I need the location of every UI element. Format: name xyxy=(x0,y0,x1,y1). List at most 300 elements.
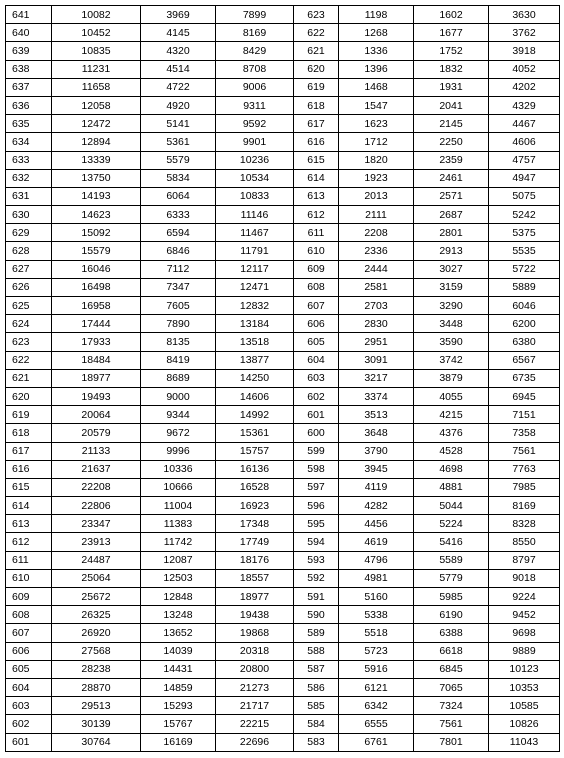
score-b-cell: 601 xyxy=(294,406,339,424)
count-b3-cell: 4467 xyxy=(489,115,560,133)
count-a3-cell: 11467 xyxy=(216,224,294,242)
count-a3-cell: 16528 xyxy=(216,478,294,496)
count-a3-cell: 15757 xyxy=(216,442,294,460)
table-row xyxy=(6,78,560,96)
table-row xyxy=(6,369,560,387)
count-b3-cell: 6046 xyxy=(489,297,560,315)
score-b-cell: 606 xyxy=(294,315,339,333)
count-b2-cell: 5044 xyxy=(414,497,489,515)
count-b3-cell: 3918 xyxy=(489,42,560,60)
score-a-cell: 620 xyxy=(6,387,52,405)
count-a2-cell: 11383 xyxy=(141,515,216,533)
table-row xyxy=(6,115,560,133)
count-a2-cell: 10336 xyxy=(141,460,216,478)
count-b1-cell: 4282 xyxy=(339,497,414,515)
count-a2-cell: 14039 xyxy=(141,642,216,660)
count-a3-cell: 13877 xyxy=(216,351,294,369)
table-row xyxy=(6,715,560,733)
score-b-cell: 605 xyxy=(294,333,339,351)
count-b3-cell: 4052 xyxy=(489,60,560,78)
count-b1-cell: 6761 xyxy=(339,733,414,751)
count-b2-cell: 6190 xyxy=(414,606,489,624)
count-b3-cell: 5075 xyxy=(489,187,560,205)
score-b-cell: 592 xyxy=(294,569,339,587)
score-b-cell: 604 xyxy=(294,351,339,369)
table-row xyxy=(6,642,560,660)
score-b-cell: 600 xyxy=(294,424,339,442)
count-a3-cell: 18557 xyxy=(216,569,294,587)
score-b-cell: 593 xyxy=(294,551,339,569)
score-b-cell: 586 xyxy=(294,678,339,696)
table-row xyxy=(6,260,560,278)
count-b3-cell: 4947 xyxy=(489,169,560,187)
count-b3-cell: 4606 xyxy=(489,133,560,151)
score-a-cell: 625 xyxy=(6,297,52,315)
count-a1-cell: 28870 xyxy=(52,678,141,696)
count-a1-cell: 12472 xyxy=(52,115,141,133)
count-a1-cell: 18484 xyxy=(52,351,141,369)
count-a3-cell: 12832 xyxy=(216,297,294,315)
count-b3-cell: 4329 xyxy=(489,96,560,114)
score-a-cell: 639 xyxy=(6,42,52,60)
count-b3-cell: 7561 xyxy=(489,442,560,460)
count-a1-cell: 17933 xyxy=(52,333,141,351)
count-b2-cell: 5589 xyxy=(414,551,489,569)
score-b-cell: 623 xyxy=(294,6,339,24)
score-a-cell: 640 xyxy=(6,24,52,42)
count-b3-cell: 5889 xyxy=(489,278,560,296)
count-b3-cell: 7358 xyxy=(489,424,560,442)
score-a-cell: 631 xyxy=(6,187,52,205)
count-b1-cell: 3513 xyxy=(339,406,414,424)
count-a2-cell: 4920 xyxy=(141,96,216,114)
count-a2-cell: 13652 xyxy=(141,624,216,642)
count-b3-cell: 6567 xyxy=(489,351,560,369)
score-b-cell: 603 xyxy=(294,369,339,387)
count-b1-cell: 1468 xyxy=(339,78,414,96)
score-b-cell: 607 xyxy=(294,297,339,315)
score-a-cell: 635 xyxy=(6,115,52,133)
count-b1-cell: 5160 xyxy=(339,588,414,606)
score-b-cell: 588 xyxy=(294,642,339,660)
count-b1-cell: 3648 xyxy=(339,424,414,442)
count-a2-cell: 9344 xyxy=(141,406,216,424)
count-a3-cell: 16136 xyxy=(216,460,294,478)
count-a1-cell: 28238 xyxy=(52,660,141,678)
count-a2-cell: 12087 xyxy=(141,551,216,569)
count-a1-cell: 20579 xyxy=(52,424,141,442)
count-b1-cell: 1396 xyxy=(339,60,414,78)
count-a3-cell: 17348 xyxy=(216,515,294,533)
count-a1-cell: 26325 xyxy=(52,606,141,624)
count-b2-cell: 2041 xyxy=(414,96,489,114)
count-a1-cell: 29513 xyxy=(52,697,141,715)
score-a-cell: 632 xyxy=(6,169,52,187)
count-b1-cell: 2208 xyxy=(339,224,414,242)
count-a3-cell: 13184 xyxy=(216,315,294,333)
table-row xyxy=(6,588,560,606)
score-b-cell: 617 xyxy=(294,115,339,133)
table-row xyxy=(6,60,560,78)
count-a1-cell: 25064 xyxy=(52,569,141,587)
count-b1-cell: 2111 xyxy=(339,206,414,224)
count-a1-cell: 16046 xyxy=(52,260,141,278)
table-row xyxy=(6,169,560,187)
count-b1-cell: 1268 xyxy=(339,24,414,42)
count-a3-cell: 10833 xyxy=(216,187,294,205)
count-b3-cell: 6200 xyxy=(489,315,560,333)
table-row xyxy=(6,333,560,351)
table-row xyxy=(6,387,560,405)
table-row xyxy=(6,660,560,678)
count-b2-cell: 4698 xyxy=(414,460,489,478)
count-b2-cell: 7324 xyxy=(414,697,489,715)
count-a3-cell: 21273 xyxy=(216,678,294,696)
count-b3-cell: 9018 xyxy=(489,569,560,587)
score-b-cell: 618 xyxy=(294,96,339,114)
score-a-cell: 617 xyxy=(6,442,52,460)
count-b2-cell: 1832 xyxy=(414,60,489,78)
count-a2-cell: 15293 xyxy=(141,697,216,715)
count-a1-cell: 21133 xyxy=(52,442,141,460)
score-a-cell: 608 xyxy=(6,606,52,624)
table-row xyxy=(6,6,560,24)
count-b3-cell: 5242 xyxy=(489,206,560,224)
count-a1-cell: 16498 xyxy=(52,278,141,296)
count-b2-cell: 5779 xyxy=(414,569,489,587)
count-b1-cell: 2703 xyxy=(339,297,414,315)
score-b-cell: 590 xyxy=(294,606,339,624)
score-a-cell: 630 xyxy=(6,206,52,224)
table-row xyxy=(6,678,560,696)
score-b-cell: 622 xyxy=(294,24,339,42)
count-a3-cell: 14606 xyxy=(216,387,294,405)
count-b3-cell: 3762 xyxy=(489,24,560,42)
count-b1-cell: 5518 xyxy=(339,624,414,642)
count-b1-cell: 1336 xyxy=(339,42,414,60)
score-b-cell: 614 xyxy=(294,169,339,187)
count-b3-cell: 10123 xyxy=(489,660,560,678)
count-b2-cell: 5416 xyxy=(414,533,489,551)
count-a3-cell: 19868 xyxy=(216,624,294,642)
count-a3-cell: 12471 xyxy=(216,278,294,296)
table-row xyxy=(6,206,560,224)
table-row xyxy=(6,551,560,569)
count-a1-cell: 30139 xyxy=(52,715,141,733)
count-b2-cell: 1677 xyxy=(414,24,489,42)
count-a1-cell: 11658 xyxy=(52,78,141,96)
count-a3-cell: 21717 xyxy=(216,697,294,715)
count-b1-cell: 2013 xyxy=(339,187,414,205)
count-b3-cell: 9698 xyxy=(489,624,560,642)
score-b-cell: 583 xyxy=(294,733,339,751)
count-b3-cell: 9452 xyxy=(489,606,560,624)
count-a1-cell: 15579 xyxy=(52,242,141,260)
count-b3-cell: 7763 xyxy=(489,460,560,478)
count-b2-cell: 3027 xyxy=(414,260,489,278)
score-a-cell: 637 xyxy=(6,78,52,96)
count-a2-cell: 14859 xyxy=(141,678,216,696)
score-b-cell: 589 xyxy=(294,624,339,642)
count-a1-cell: 11231 xyxy=(52,60,141,78)
count-b2-cell: 2250 xyxy=(414,133,489,151)
count-b2-cell: 6845 xyxy=(414,660,489,678)
count-b2-cell: 7801 xyxy=(414,733,489,751)
count-b1-cell: 2951 xyxy=(339,333,414,351)
count-b1-cell: 1198 xyxy=(339,6,414,24)
count-a3-cell: 11791 xyxy=(216,242,294,260)
count-a2-cell: 4320 xyxy=(141,42,216,60)
score-a-cell: 627 xyxy=(6,260,52,278)
count-a1-cell: 19493 xyxy=(52,387,141,405)
count-a2-cell: 15767 xyxy=(141,715,216,733)
count-a1-cell: 12894 xyxy=(52,133,141,151)
count-a1-cell: 26920 xyxy=(52,624,141,642)
count-b2-cell: 1602 xyxy=(414,6,489,24)
count-a1-cell: 16958 xyxy=(52,297,141,315)
score-a-cell: 619 xyxy=(6,406,52,424)
score-a-cell: 612 xyxy=(6,533,52,551)
count-a1-cell: 23913 xyxy=(52,533,141,551)
count-b3-cell: 10826 xyxy=(489,715,560,733)
score-a-cell: 616 xyxy=(6,460,52,478)
count-a2-cell: 9672 xyxy=(141,424,216,442)
score-b-cell: 602 xyxy=(294,387,339,405)
score-a-cell: 606 xyxy=(6,642,52,660)
score-b-cell: 591 xyxy=(294,588,339,606)
count-b3-cell: 4202 xyxy=(489,78,560,96)
count-b3-cell: 9224 xyxy=(489,588,560,606)
score-b-cell: 594 xyxy=(294,533,339,551)
count-a2-cell: 10666 xyxy=(141,478,216,496)
count-b3-cell: 8169 xyxy=(489,497,560,515)
count-a2-cell: 13248 xyxy=(141,606,216,624)
count-b3-cell: 9889 xyxy=(489,642,560,660)
count-b2-cell: 1752 xyxy=(414,42,489,60)
count-b2-cell: 4881 xyxy=(414,478,489,496)
count-a1-cell: 23347 xyxy=(52,515,141,533)
count-b2-cell: 2687 xyxy=(414,206,489,224)
score-a-cell: 607 xyxy=(6,624,52,642)
count-b3-cell: 6735 xyxy=(489,369,560,387)
count-b1-cell: 2581 xyxy=(339,278,414,296)
count-a1-cell: 10452 xyxy=(52,24,141,42)
table-body xyxy=(6,6,560,752)
count-b3-cell: 8328 xyxy=(489,515,560,533)
table-row xyxy=(6,406,560,424)
count-a1-cell: 17444 xyxy=(52,315,141,333)
count-a1-cell: 30764 xyxy=(52,733,141,751)
count-b1-cell: 1712 xyxy=(339,133,414,151)
count-a3-cell: 8708 xyxy=(216,60,294,78)
count-b3-cell: 3630 xyxy=(489,6,560,24)
score-a-cell: 611 xyxy=(6,551,52,569)
count-a2-cell: 6333 xyxy=(141,206,216,224)
table-row xyxy=(6,478,560,496)
table-row xyxy=(6,133,560,151)
score-b-cell: 599 xyxy=(294,442,339,460)
count-a3-cell: 12117 xyxy=(216,260,294,278)
count-b2-cell: 3590 xyxy=(414,333,489,351)
score-a-cell: 628 xyxy=(6,242,52,260)
score-a-cell: 613 xyxy=(6,515,52,533)
count-b1-cell: 4119 xyxy=(339,478,414,496)
table-row xyxy=(6,187,560,205)
count-a3-cell: 14992 xyxy=(216,406,294,424)
count-b1-cell: 4796 xyxy=(339,551,414,569)
count-a1-cell: 20064 xyxy=(52,406,141,424)
count-a3-cell: 17749 xyxy=(216,533,294,551)
count-b2-cell: 2913 xyxy=(414,242,489,260)
score-a-cell: 623 xyxy=(6,333,52,351)
score-b-cell: 598 xyxy=(294,460,339,478)
score-a-cell: 618 xyxy=(6,424,52,442)
count-a2-cell: 5834 xyxy=(141,169,216,187)
score-b-cell: 619 xyxy=(294,78,339,96)
count-b1-cell: 4981 xyxy=(339,569,414,587)
count-a2-cell: 7890 xyxy=(141,315,216,333)
count-b3-cell: 11043 xyxy=(489,733,560,751)
score-a-cell: 601 xyxy=(6,733,52,751)
count-b2-cell: 3879 xyxy=(414,369,489,387)
table-row xyxy=(6,497,560,515)
count-a1-cell: 14623 xyxy=(52,206,141,224)
count-a2-cell: 6846 xyxy=(141,242,216,260)
score-a-cell: 633 xyxy=(6,151,52,169)
count-a3-cell: 20318 xyxy=(216,642,294,660)
count-a2-cell: 8135 xyxy=(141,333,216,351)
count-a3-cell: 7899 xyxy=(216,6,294,24)
count-a2-cell: 16169 xyxy=(141,733,216,751)
count-b2-cell: 6618 xyxy=(414,642,489,660)
count-a3-cell: 18176 xyxy=(216,551,294,569)
count-b2-cell: 4376 xyxy=(414,424,489,442)
count-a1-cell: 27568 xyxy=(52,642,141,660)
count-a3-cell: 9006 xyxy=(216,78,294,96)
score-b-cell: 597 xyxy=(294,478,339,496)
count-b1-cell: 2336 xyxy=(339,242,414,260)
count-a3-cell: 22215 xyxy=(216,715,294,733)
count-b1-cell: 1623 xyxy=(339,115,414,133)
table-row xyxy=(6,442,560,460)
count-b3-cell: 6945 xyxy=(489,387,560,405)
count-b1-cell: 3790 xyxy=(339,442,414,460)
table-row xyxy=(6,533,560,551)
table-row xyxy=(6,733,560,751)
count-b2-cell: 4528 xyxy=(414,442,489,460)
score-b-cell: 610 xyxy=(294,242,339,260)
table-row xyxy=(6,697,560,715)
count-a2-cell: 6064 xyxy=(141,187,216,205)
count-b2-cell: 3159 xyxy=(414,278,489,296)
count-a3-cell: 10236 xyxy=(216,151,294,169)
count-a2-cell: 5579 xyxy=(141,151,216,169)
table-row xyxy=(6,515,560,533)
count-b2-cell: 5985 xyxy=(414,588,489,606)
count-a2-cell: 5141 xyxy=(141,115,216,133)
table-row xyxy=(6,151,560,169)
score-b-cell: 615 xyxy=(294,151,339,169)
count-a3-cell: 22696 xyxy=(216,733,294,751)
score-b-cell: 612 xyxy=(294,206,339,224)
count-a2-cell: 8689 xyxy=(141,369,216,387)
count-a3-cell: 9311 xyxy=(216,96,294,114)
count-a2-cell: 9000 xyxy=(141,387,216,405)
count-a2-cell: 14431 xyxy=(141,660,216,678)
count-a1-cell: 12058 xyxy=(52,96,141,114)
table-row xyxy=(6,624,560,642)
score-a-cell: 626 xyxy=(6,278,52,296)
count-a1-cell: 10082 xyxy=(52,6,141,24)
table-row xyxy=(6,242,560,260)
table-row xyxy=(6,297,560,315)
count-b1-cell: 3217 xyxy=(339,369,414,387)
score-a-cell: 603 xyxy=(6,697,52,715)
table-row xyxy=(6,569,560,587)
count-b2-cell: 7561 xyxy=(414,715,489,733)
count-b3-cell: 5535 xyxy=(489,242,560,260)
count-b2-cell: 1931 xyxy=(414,78,489,96)
count-a1-cell: 25672 xyxy=(52,588,141,606)
count-a1-cell: 21637 xyxy=(52,460,141,478)
count-b2-cell: 2145 xyxy=(414,115,489,133)
count-b1-cell: 5723 xyxy=(339,642,414,660)
score-b-cell: 621 xyxy=(294,42,339,60)
count-a2-cell: 7347 xyxy=(141,278,216,296)
count-b1-cell: 3374 xyxy=(339,387,414,405)
count-a2-cell: 4514 xyxy=(141,60,216,78)
table-row xyxy=(6,224,560,242)
count-b1-cell: 3091 xyxy=(339,351,414,369)
count-a3-cell: 16923 xyxy=(216,497,294,515)
count-b3-cell: 5722 xyxy=(489,260,560,278)
count-b2-cell: 7065 xyxy=(414,678,489,696)
score-a-cell: 615 xyxy=(6,478,52,496)
table-row xyxy=(6,278,560,296)
table-row xyxy=(6,24,560,42)
score-a-cell: 629 xyxy=(6,224,52,242)
score-b-cell: 587 xyxy=(294,660,339,678)
count-a1-cell: 15092 xyxy=(52,224,141,242)
score-a-cell: 610 xyxy=(6,569,52,587)
count-a2-cell: 4145 xyxy=(141,24,216,42)
count-b1-cell: 1820 xyxy=(339,151,414,169)
count-a1-cell: 22806 xyxy=(52,497,141,515)
score-a-cell: 638 xyxy=(6,60,52,78)
score-b-cell: 585 xyxy=(294,697,339,715)
count-a2-cell: 12503 xyxy=(141,569,216,587)
count-a1-cell: 10835 xyxy=(52,42,141,60)
table-row xyxy=(6,606,560,624)
score-b-cell: 611 xyxy=(294,224,339,242)
count-a1-cell: 22208 xyxy=(52,478,141,496)
table-row xyxy=(6,315,560,333)
count-b1-cell: 5338 xyxy=(339,606,414,624)
count-a3-cell: 9592 xyxy=(216,115,294,133)
score-b-cell: 596 xyxy=(294,497,339,515)
count-b1-cell: 2444 xyxy=(339,260,414,278)
count-a2-cell: 4722 xyxy=(141,78,216,96)
count-b3-cell: 7151 xyxy=(489,406,560,424)
table-row xyxy=(6,460,560,478)
count-a2-cell: 3969 xyxy=(141,6,216,24)
count-a3-cell: 10534 xyxy=(216,169,294,187)
count-b1-cell: 3945 xyxy=(339,460,414,478)
count-b2-cell: 3448 xyxy=(414,315,489,333)
score-a-cell: 624 xyxy=(6,315,52,333)
count-b1-cell: 6121 xyxy=(339,678,414,696)
count-a1-cell: 24487 xyxy=(52,551,141,569)
